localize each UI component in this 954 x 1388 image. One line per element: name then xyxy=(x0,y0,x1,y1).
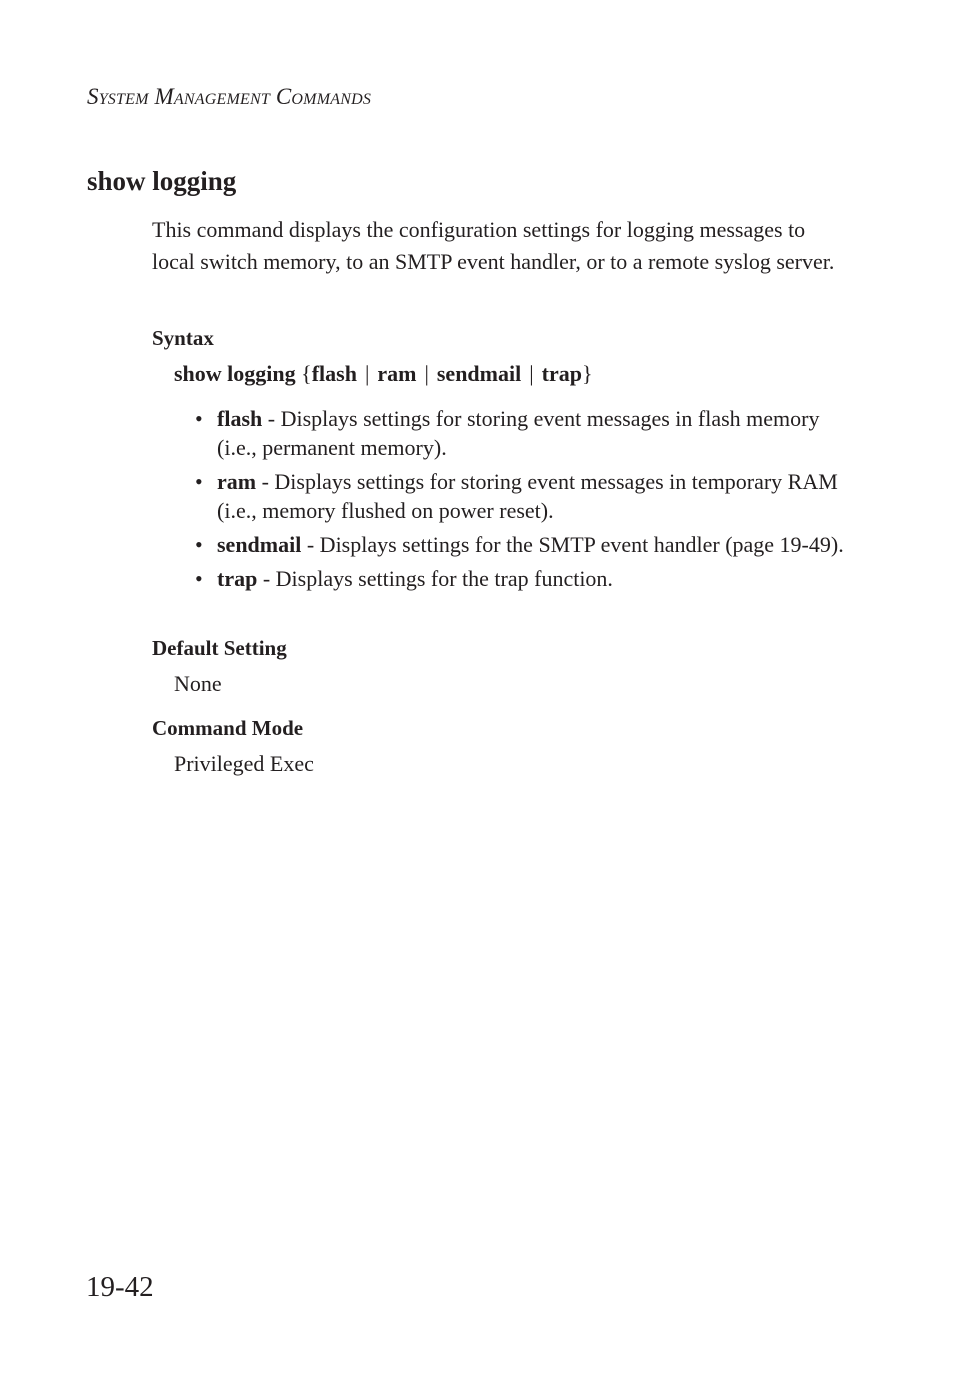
command-description: This command displays the configuration settings for logging messages to local switch memory, to an SMTP event handler, or to a remote syslog server. xyxy=(152,217,835,274)
parameter-keyword: trap xyxy=(217,566,258,591)
syntax-option-trap: trap xyxy=(541,361,582,386)
syntax-option-flash: flash xyxy=(311,361,357,386)
parameter-keyword: ram xyxy=(217,469,257,494)
list-item xyxy=(195,530,855,559)
parameter-description: - Displays settings for storing event messages in temporary RAM (i.e., memory flushed on power reset). xyxy=(217,469,838,523)
command-mode-heading: Command Mode xyxy=(152,716,304,740)
bullet-icon: • xyxy=(195,566,203,591)
syntax-open-brace: { xyxy=(301,361,312,386)
syntax-separator: | xyxy=(529,361,534,386)
list-item xyxy=(195,564,855,593)
bullet-icon: • xyxy=(195,532,203,557)
syntax-separator: | xyxy=(424,361,429,386)
default-setting-heading: Default Setting xyxy=(152,636,287,660)
parameter-list xyxy=(195,404,855,598)
syntax-command: show logging xyxy=(174,361,296,386)
running-header: System Management Commands xyxy=(87,84,372,109)
parameter-description: - Displays settings for the trap function. xyxy=(257,566,613,591)
syntax-line xyxy=(174,361,593,387)
bullet-icon: • xyxy=(195,469,203,494)
syntax-separator: | xyxy=(364,361,370,386)
syntax-option-sendmail: sendmail xyxy=(436,361,522,386)
parameter-keyword: flash xyxy=(217,406,263,431)
syntax-heading: Syntax xyxy=(152,326,214,350)
bullet-icon: • xyxy=(195,406,203,431)
parameter-keyword: sendmail xyxy=(217,532,302,557)
command-title: show logging xyxy=(87,166,237,196)
syntax-close-brace: } xyxy=(581,361,593,386)
command-mode-value: Privileged Exec xyxy=(174,751,314,776)
list-item xyxy=(195,404,855,462)
parameter-description: - Displays settings for the SMTP event handler (page 19-49). xyxy=(301,532,844,557)
list-item xyxy=(195,467,855,525)
default-setting-value: None xyxy=(174,671,222,696)
page-number: 19-42 xyxy=(86,1271,154,1303)
parameter-description: - Displays settings for storing event messages in flash memory (i.e., permanent memory). xyxy=(217,406,820,460)
syntax-option-ram: ram xyxy=(377,361,417,386)
